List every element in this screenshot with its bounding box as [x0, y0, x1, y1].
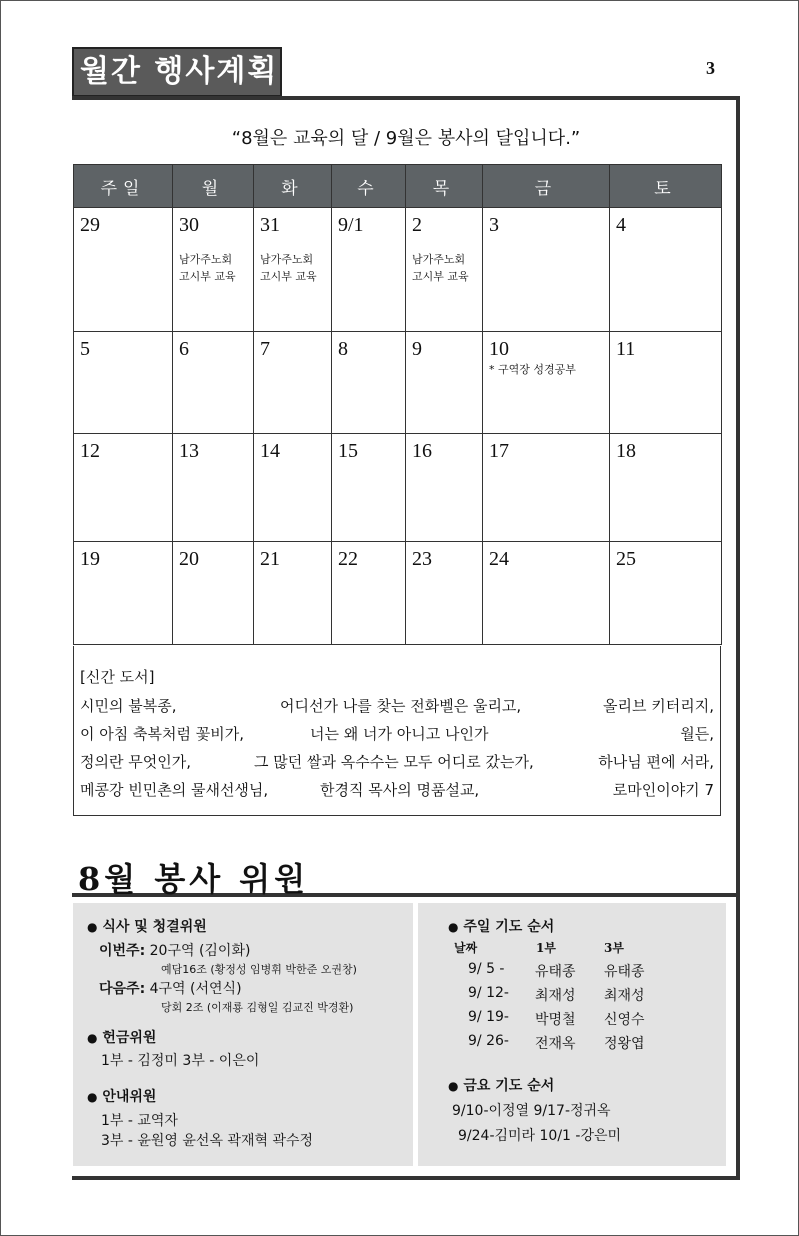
calendar-day-cell — [483, 332, 610, 434]
page-title: 월간 행사계획 — [72, 47, 282, 97]
calendar-day-cell — [406, 332, 483, 434]
weekday-saturday: 토 — [610, 165, 722, 208]
sunday-prayer-title: 주일 기도 순서 — [463, 919, 555, 935]
book-title: 올리브 키터리지, — [603, 697, 714, 715]
calendar-week-row — [74, 542, 722, 645]
prayer-first: 박명철 — [535, 1012, 576, 1028]
cleaning-heading — [87, 916, 207, 936]
prayer-first: 전재옥 — [535, 1036, 576, 1052]
friday-prayer-row: 9/24-김미라 10/1 -강은미 — [458, 1128, 622, 1144]
book-row — [80, 751, 716, 779]
prayer-third: 신영수 — [604, 1012, 645, 1028]
calendar-week-row — [74, 332, 722, 434]
book-title: 그 많던 쌀과 옥수수는 모두 어디로 갔는가, — [254, 753, 534, 771]
day-number: 25 — [616, 548, 636, 570]
service-right-panel — [418, 903, 726, 1166]
book-title: 메콩강 빈민촌의 물새선생님, — [80, 781, 269, 799]
day-event: 남가주노회 고시부 교육 — [260, 253, 317, 283]
book-row — [80, 779, 716, 807]
prayer-first: 유태종 — [535, 964, 576, 980]
this-week-label: 이번주: — [99, 943, 146, 959]
book-title: 한경직 목사의 명품설교, — [320, 781, 480, 799]
weekday-tuesday: 화 — [254, 165, 332, 208]
calendar-day-cell — [74, 434, 173, 542]
frame-right-rule — [736, 96, 740, 1180]
calendar-day-cell — [610, 332, 722, 434]
offering-heading — [87, 1027, 156, 1047]
prayer-date: 9/ 19- — [468, 1009, 509, 1025]
day-number: 5 — [80, 338, 90, 360]
book-row — [80, 695, 716, 723]
calendar-day-cell — [74, 542, 173, 645]
friday-prayer-title: 금요 기도 순서 — [463, 1078, 555, 1094]
bullet-icon: ● — [87, 1031, 98, 1045]
prayer-date: 9/ 12- — [468, 985, 509, 1001]
prayer-date: 9/ 5 - — [468, 961, 505, 977]
offering-value: 1부 - 김정미 3부 - 이은이 — [101, 1053, 260, 1069]
day-number: 9 — [412, 338, 422, 360]
calendar-day-cell — [173, 208, 254, 332]
calendar-day-cell — [173, 542, 254, 645]
day-number: 10 — [489, 338, 509, 360]
book-title: 어디선가 나를 찾는 전화벨은 울리고, — [280, 697, 522, 715]
next-week-label: 다음주: — [99, 981, 146, 997]
day-number: 23 — [412, 548, 432, 570]
calendar-day-cell — [483, 434, 610, 542]
next-week-value: 4구역 (서연식) — [149, 981, 242, 997]
calendar-day-cell — [332, 434, 406, 542]
this-week-value: 20구역 (김이화) — [149, 943, 251, 959]
day-number: 8 — [338, 338, 348, 360]
weekday-thursday: 목 — [406, 165, 483, 208]
day-number: 9/1 — [338, 214, 364, 236]
day-number: 2 — [412, 214, 422, 236]
prayer-third: 유태종 — [604, 964, 645, 980]
friday-prayer-heading — [448, 1075, 554, 1095]
book-title: 로마인이야기 7 — [612, 781, 714, 799]
day-number: 18 — [616, 440, 636, 462]
monthly-theme: “8월은 교육의 달 / 9월은 봉사의 달입니다.” — [231, 128, 581, 149]
new-books-box — [73, 646, 721, 816]
weekday-friday: 금 — [483, 165, 610, 208]
prayer-col-third: 3부 — [604, 941, 624, 955]
calendar-header-row — [74, 165, 722, 208]
book-row — [80, 723, 716, 751]
calendar-day-cell — [74, 332, 173, 434]
prayer-first: 최재성 — [535, 988, 576, 1004]
day-number: 7 — [260, 338, 270, 360]
cleaning-title: 식사 및 청결위원 — [102, 919, 207, 935]
bullet-icon: ● — [448, 920, 459, 934]
day-number: 31 — [260, 214, 280, 236]
calendar-table — [73, 164, 722, 645]
bullet-icon: ● — [87, 920, 98, 934]
prayer-date: 9/ 26- — [468, 1033, 509, 1049]
calendar-day-cell — [254, 208, 332, 332]
day-number: 15 — [338, 440, 358, 462]
day-event: 남가주노회 고시부 교육 — [179, 253, 236, 283]
weekday-monday: 월 — [173, 165, 254, 208]
calendar-day-cell — [483, 208, 610, 332]
prayer-col-first: 1부 — [536, 941, 556, 955]
day-number: 6 — [179, 338, 189, 360]
usher-third-service: 3부 - 윤원영 윤선옥 곽재혁 곽수정 — [101, 1133, 314, 1149]
day-number: 14 — [260, 440, 280, 462]
calendar-day-cell — [332, 542, 406, 645]
day-number: 12 — [80, 440, 100, 462]
page-number: 3 — [706, 58, 715, 78]
day-number: 16 — [412, 440, 432, 462]
day-number: 22 — [338, 548, 358, 570]
next-week-detail: 당회 2조 (이재룡 김형일 김교진 박경환) — [161, 1001, 354, 1014]
service-section-title: 8월 봉사 위원 — [78, 860, 310, 898]
calendar-day-cell — [254, 332, 332, 434]
bullet-icon: ● — [87, 1090, 98, 1104]
calendar-day-cell — [483, 542, 610, 645]
calendar-day-cell — [610, 542, 722, 645]
calendar-day-cell — [610, 208, 722, 332]
day-number: 21 — [260, 548, 280, 570]
prayer-third: 최재성 — [604, 988, 645, 1004]
day-number: 11 — [616, 338, 636, 360]
frame-bottom-rule — [72, 1176, 740, 1180]
day-event: * 구역장 성경공부 — [489, 363, 576, 376]
day-number: 30 — [179, 214, 199, 236]
prayer-col-date: 날짜 — [454, 941, 478, 955]
next-week-line — [99, 978, 242, 998]
day-number: 20 — [179, 548, 199, 570]
day-number: 29 — [80, 214, 100, 236]
book-title: 시민의 불복종, — [80, 697, 177, 715]
calendar-day-cell — [406, 542, 483, 645]
frame-top-rule — [72, 96, 740, 100]
usher-heading — [87, 1086, 156, 1106]
day-number: 17 — [489, 440, 509, 462]
calendar-day-cell — [610, 434, 722, 542]
calendar-day-cell — [332, 208, 406, 332]
this-week-line — [99, 940, 250, 960]
calendar-day-cell — [332, 332, 406, 434]
calendar-day-cell — [74, 208, 173, 332]
book-title: 너는 왜 너가 아니고 나인가 — [310, 725, 489, 743]
day-number: 4 — [616, 214, 626, 236]
prayer-third: 정왕엽 — [604, 1036, 645, 1052]
weekday-sunday: 주일 — [74, 165, 173, 208]
sunday-prayer-heading — [448, 916, 554, 936]
day-number: 19 — [80, 548, 100, 570]
day-number: 13 — [179, 440, 199, 462]
calendar-week-row — [74, 208, 722, 332]
weekday-wednesday: 수 — [332, 165, 406, 208]
calendar-day-cell — [254, 434, 332, 542]
day-number: 3 — [489, 214, 499, 236]
offering-title: 헌금위원 — [102, 1030, 157, 1046]
calendar-day-cell — [254, 542, 332, 645]
book-title: 월든, — [680, 725, 714, 743]
bullet-icon: ● — [448, 1079, 459, 1093]
service-left-panel — [73, 903, 413, 1166]
day-number: 24 — [489, 548, 509, 570]
this-week-detail: 예담16조 (황정성 임병휘 박한준 오권창) — [161, 963, 357, 976]
calendar-day-cell — [406, 434, 483, 542]
calendar-day-cell — [406, 208, 483, 332]
book-title: 하나님 편에 서라, — [598, 753, 714, 771]
usher-title: 안내위원 — [102, 1089, 157, 1105]
day-event: 남가주노회 고시부 교육 — [412, 253, 469, 283]
usher-first-service: 1부 - 교역자 — [101, 1113, 178, 1129]
calendar-week-row — [74, 434, 722, 542]
calendar-day-cell — [173, 434, 254, 542]
calendar-day-cell — [173, 332, 254, 434]
book-title: 정의란 무엇인가, — [80, 753, 191, 771]
book-title: 이 아침 축복처럼 꽃비가, — [80, 725, 244, 743]
new-books-heading: [신간 도서] — [80, 668, 155, 686]
friday-prayer-row: 9/10-이정열 9/17-정귀옥 — [452, 1103, 611, 1119]
